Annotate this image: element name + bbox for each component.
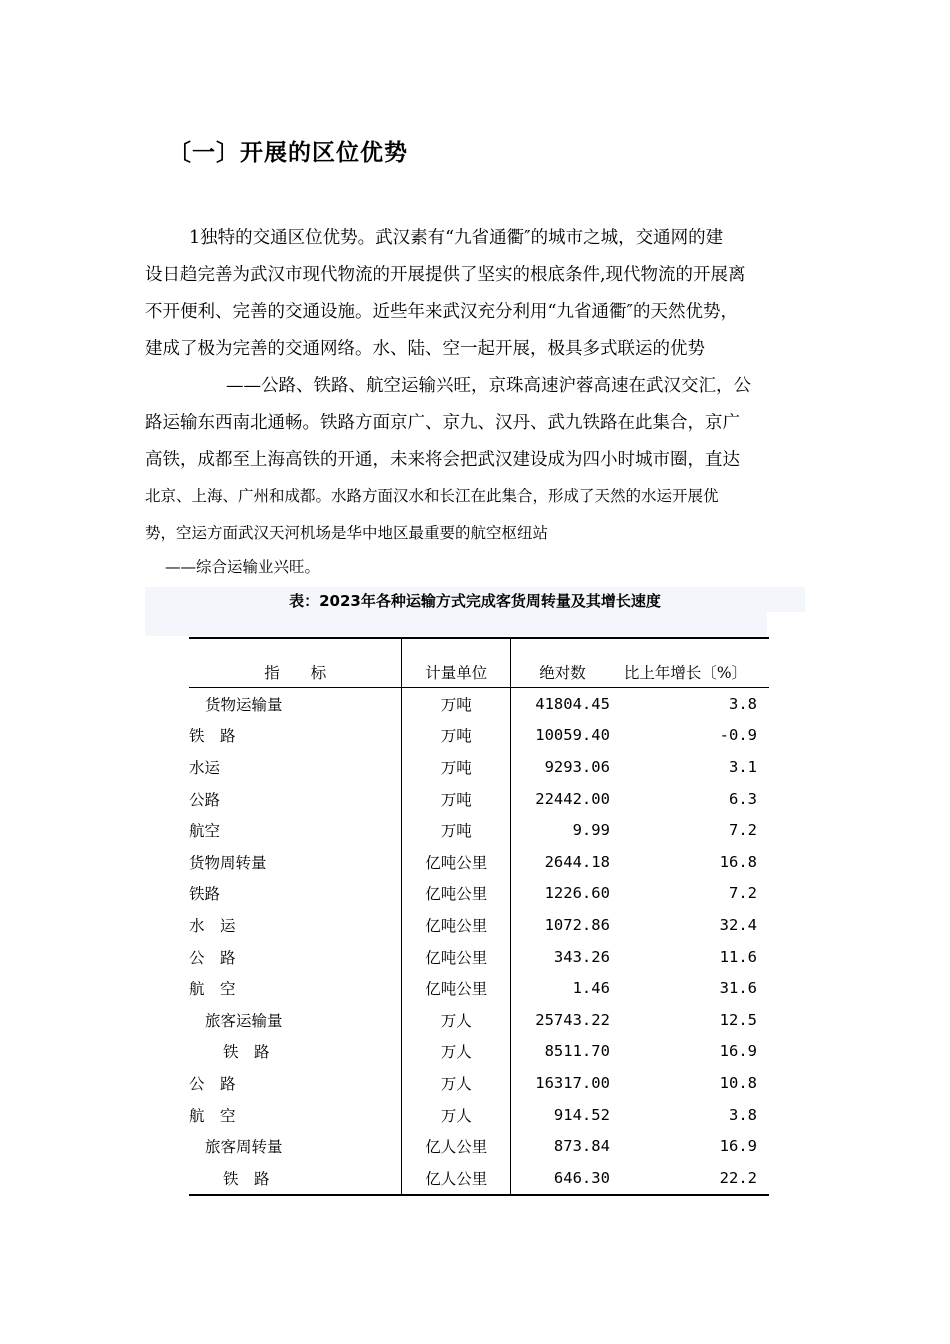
caption-background (145, 612, 767, 636)
table-row (189, 972, 769, 1004)
table-row (189, 878, 769, 910)
row-value: 16317.00 (511, 1067, 614, 1099)
row-indicator: 货物运输量 (205, 695, 283, 714)
paragraph-line: 高铁，成都至上海高铁的开通，未来将会把武汉建设成为四小时城市圈，直达 (145, 450, 740, 470)
row-growth: 7.2 (729, 884, 757, 903)
row-indicator: 航空 (189, 822, 221, 841)
table-row (189, 846, 769, 878)
row-indicator: 公 路 (189, 948, 236, 967)
column-header-value: 绝对数 (511, 638, 614, 688)
table-row (189, 1004, 769, 1036)
row-unit: 万吨 (402, 751, 511, 783)
row-indicator: 旅客运输量 (205, 1011, 283, 1030)
paragraph-line: 势，空运方面武汉天河机场是华中地区最重要的航空枢纽站 (145, 524, 549, 542)
row-value: 8511.70 (511, 1036, 614, 1068)
row-growth: 32.4 (719, 915, 757, 934)
row-indicator: 公路 (189, 790, 221, 809)
row-unit: 亿人公里 (402, 1162, 511, 1195)
row-value: 10059.40 (511, 720, 614, 752)
row-indicator: 水运 (189, 758, 221, 777)
row-value: 646.30 (511, 1162, 614, 1195)
row-unit: 万吨 (402, 783, 511, 815)
row-unit: 万吨 (402, 720, 511, 752)
row-growth: 16.8 (719, 852, 757, 871)
row-indicator: 铁 路 (189, 1162, 402, 1195)
table-row (189, 688, 769, 720)
row-unit: 亿吨公里 (402, 941, 511, 973)
table-row (189, 751, 769, 783)
row-unit: 万人 (402, 1004, 511, 1036)
row-indicator: 航 空 (189, 1106, 236, 1125)
column-header-unit: 计量单位 (402, 638, 511, 688)
row-value: 2644.18 (511, 846, 614, 878)
paragraph-line: 不开便利、完善的交通设施。近些年来武汉充分利用“九省通衢″的天然优势， (145, 302, 738, 322)
column-header-indicator: 指 标 (189, 638, 402, 688)
table-row (189, 814, 769, 846)
row-growth: 6.3 (729, 789, 757, 808)
table-row (189, 1099, 769, 1131)
table-row (189, 1162, 769, 1195)
table-row (189, 909, 769, 941)
row-value: 1226.60 (511, 878, 614, 910)
row-indicator: 货物周转量 (189, 853, 267, 872)
row-value: 873.84 (511, 1130, 614, 1162)
row-value: 343.26 (511, 941, 614, 973)
paragraph-line: ——公路、铁路、航空运输兴旺，京珠高速沪蓉高速在武汉交汇，公 (226, 376, 751, 396)
row-unit: 万吨 (402, 688, 511, 720)
paragraph-line: 路运输东西南北通畅。铁路方面京广、京九、汉丹、武九铁路在此集合，京广 (145, 413, 740, 433)
row-value: 1.46 (511, 972, 614, 1004)
table-caption: 表：2023年各种运输方式完成客货周转量及其增长速度 (289, 592, 661, 610)
row-growth: -0.9 (719, 726, 757, 745)
table-row (189, 783, 769, 815)
row-value: 914.52 (511, 1099, 614, 1131)
row-growth: 31.6 (719, 979, 757, 998)
table-row (189, 720, 769, 752)
row-unit: 亿吨公里 (402, 972, 511, 1004)
row-growth: 3.8 (729, 1105, 757, 1124)
paragraph-line: 设日趋完善为武汉市现代物流的开展提供了坚实的根底条件,现代物流的开展离 (145, 265, 746, 285)
row-value: 9293.06 (511, 751, 614, 783)
paragraph-line: 北京、上海、广州和成都。水路方面汉水和长江在此集合，形成了天然的水运开展优 (145, 487, 719, 505)
row-indicator: 航 空 (189, 980, 236, 999)
row-unit: 亿吨公里 (402, 878, 511, 910)
row-growth: 16.9 (719, 1042, 757, 1061)
table-row (189, 941, 769, 973)
row-value: 22442.00 (511, 783, 614, 815)
row-value: 9.99 (511, 814, 614, 846)
row-indicator: 铁 路 (223, 1043, 270, 1062)
row-value: 41804.45 (511, 688, 614, 720)
row-indicator: 水 运 (189, 916, 236, 935)
row-growth: 12.5 (719, 1010, 757, 1029)
table-row (189, 1067, 769, 1099)
paragraph-line: 1独特的交通区位优势。武汉素有“九省通衢″的城市之城，交通网的建 (189, 228, 724, 248)
row-growth: 3.1 (729, 757, 757, 776)
row-unit: 亿人公里 (402, 1130, 511, 1162)
row-indicator: 公 路 (189, 1074, 236, 1093)
row-indicator: 旅客周转量 (205, 1138, 283, 1157)
paragraph-line: 建成了极为完善的交通网络。水、陆、空一起开展，极具多式联运的优势 (145, 339, 705, 359)
section-heading: 〔一〕开展的区位优势 (168, 140, 408, 166)
row-growth: 10.8 (719, 1073, 757, 1092)
table-header-row (189, 638, 769, 688)
transport-statistics-table (189, 637, 769, 1196)
row-value: 25743.22 (511, 1004, 614, 1036)
row-growth: 16.9 (719, 1137, 757, 1156)
row-value: 1072.86 (511, 909, 614, 941)
row-unit: 亿吨公里 (402, 909, 511, 941)
row-indicator: 铁路 (189, 885, 221, 904)
row-growth: 7.2 (729, 821, 757, 840)
row-growth: 3.8 (729, 694, 757, 713)
row-indicator: 铁 路 (189, 727, 236, 746)
row-unit: 亿吨公里 (402, 846, 511, 878)
row-growth: 11.6 (719, 947, 757, 966)
row-growth: 22.2 (614, 1162, 769, 1195)
column-header-growth: 比上年增长〔%〕 (614, 638, 769, 688)
row-unit: 万人 (402, 1036, 511, 1068)
row-unit: 万人 (402, 1067, 511, 1099)
row-unit: 万人 (402, 1099, 511, 1131)
table-row (189, 1130, 769, 1162)
paragraph-line: ——综合运输业兴旺。 (165, 558, 321, 576)
row-unit: 万吨 (402, 814, 511, 846)
table-row (189, 1036, 769, 1068)
